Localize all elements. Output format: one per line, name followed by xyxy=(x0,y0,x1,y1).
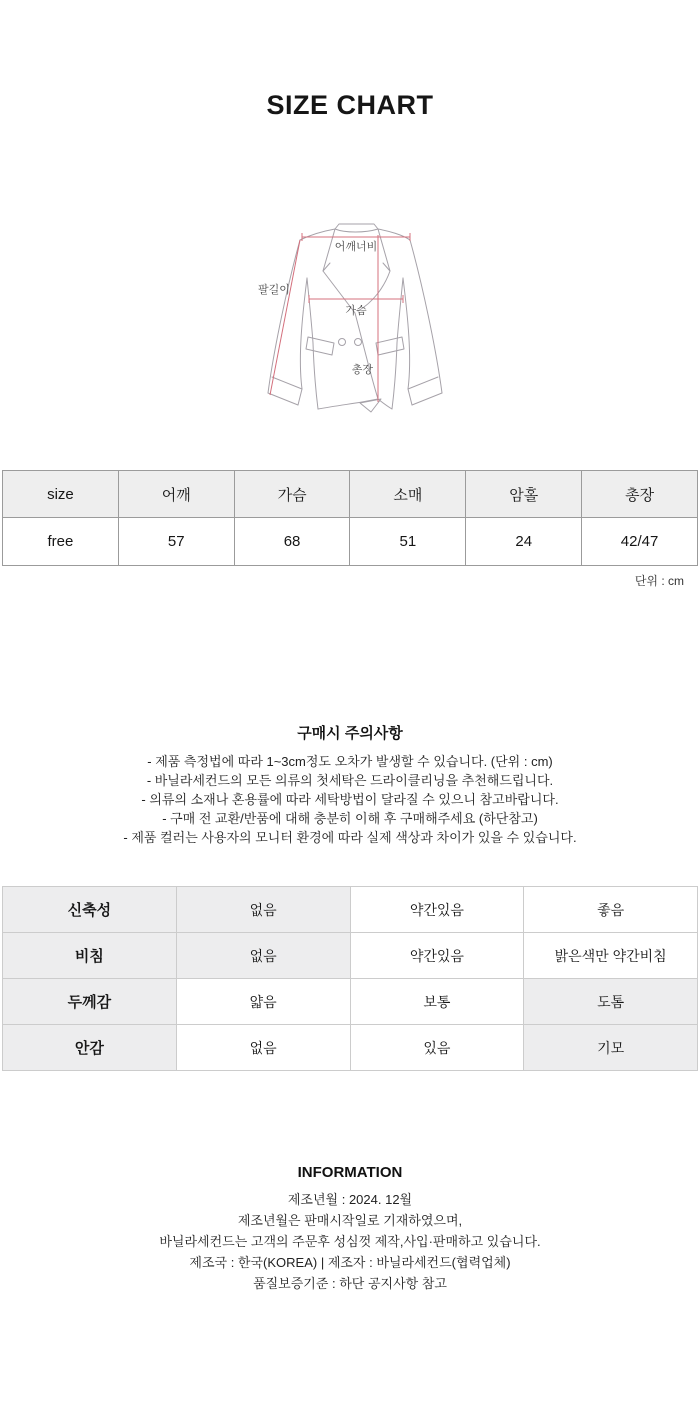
jacket-measurement-diagram xyxy=(250,223,450,418)
fabric-option: 좋음 xyxy=(524,887,698,933)
size-table-row-free xyxy=(3,518,698,566)
size-cell-chest: 68 xyxy=(234,518,350,566)
fabric-label: 신축성 xyxy=(3,887,177,933)
purchase-notice xyxy=(0,722,700,847)
information-section xyxy=(0,1164,700,1294)
size-table xyxy=(2,470,698,566)
fabric-option: 도톰 xyxy=(524,979,698,1025)
label-chest: 가슴 xyxy=(345,305,367,317)
fabric-row-sheerness xyxy=(3,933,698,979)
measure-lines xyxy=(270,233,410,402)
size-table-header-shoulder: 어깨 xyxy=(118,471,234,518)
notice-line: - 바닐라세컨드의 모든 의류의 첫세탁은 드라이클리닝을 추천해드립니다. xyxy=(146,773,554,788)
size-cell-length: 42/47 xyxy=(582,518,698,566)
fabric-option: 없음 xyxy=(176,887,350,933)
jacket-diagram-svg xyxy=(250,223,450,418)
size-table-header-sleeve: 소매 xyxy=(350,471,466,518)
information-line: 제조국 : 한국(KOREA) | 제조자 : 바닐라세컨드(협력업체) xyxy=(189,1255,511,1270)
information-line: 제조년월 : 2024. 12월 xyxy=(287,1192,413,1207)
size-table-header-armhole: 암홀 xyxy=(466,471,582,518)
size-cell-armhole: 24 xyxy=(466,518,582,566)
fabric-property-table xyxy=(2,886,698,1071)
size-cell-name: free xyxy=(3,518,119,566)
notice-line: - 의류의 소재나 혼용률에 따라 세탁방법이 달라질 수 있으니 참고바랍니다. xyxy=(141,792,559,807)
measure-labels xyxy=(258,239,377,376)
size-cell-shoulder: 57 xyxy=(118,518,234,566)
page-title: SIZE CHART xyxy=(266,90,434,120)
information-line: 바닐라세컨드는 고객의 주문후 성심껏 제작,사입·판매하고 있습니다. xyxy=(159,1234,541,1249)
size-table-header-length: 총장 xyxy=(582,471,698,518)
fabric-option: 보통 xyxy=(350,979,524,1025)
label-total-length: 총장 xyxy=(351,364,373,376)
fabric-option: 약간있음 xyxy=(350,887,524,933)
fabric-label: 비침 xyxy=(3,933,177,979)
fabric-option: 없음 xyxy=(176,933,350,979)
fabric-row-elasticity xyxy=(3,887,698,933)
size-table-header-chest: 가슴 xyxy=(234,471,350,518)
size-cell-sleeve: 51 xyxy=(350,518,466,566)
product-detail-page xyxy=(0,88,700,1294)
fabric-option: 있음 xyxy=(350,1025,524,1071)
label-arm-length: 팔길이 xyxy=(258,284,290,296)
fabric-option: 기모 xyxy=(524,1025,698,1071)
measure-line-arm xyxy=(270,240,300,395)
fabric-label: 두께감 xyxy=(3,979,177,1025)
fabric-option: 약간있음 xyxy=(350,933,524,979)
label-shoulder-width: 어깨너비 xyxy=(334,241,378,253)
information-line: 제조년월은 판매시작일로 기재하였으며, xyxy=(237,1213,463,1228)
fabric-label: 안감 xyxy=(3,1025,177,1071)
notice-line: - 제품 컬러는 사용자의 모니터 환경에 따라 실제 색상과 차이가 있을 수 있습니다. xyxy=(123,830,577,845)
fabric-row-thickness xyxy=(3,979,698,1025)
notice-title: 구매시 주의사항 xyxy=(297,725,403,742)
unit-note: 단위 : cm xyxy=(634,574,684,588)
size-table-header-row xyxy=(3,471,698,518)
size-table-header-size: size xyxy=(3,471,119,518)
fabric-row-lining xyxy=(3,1025,698,1071)
fabric-option: 밝은색만 약간비침 xyxy=(524,933,698,979)
information-title: INFORMATION xyxy=(297,1164,403,1181)
information-line: 품질보증기준 : 하단 공지사항 참고 xyxy=(253,1276,447,1291)
notice-line: - 제품 측정법에 따라 1~3cm정도 오차가 발생할 수 있습니다. (단위 : cm) xyxy=(147,754,553,769)
fabric-option: 얇음 xyxy=(176,979,350,1025)
notice-line: - 구매 전 교환/반품에 대해 충분히 이해 후 구매해주세요 (하단참고) xyxy=(162,811,538,826)
fabric-option: 없음 xyxy=(176,1025,350,1071)
